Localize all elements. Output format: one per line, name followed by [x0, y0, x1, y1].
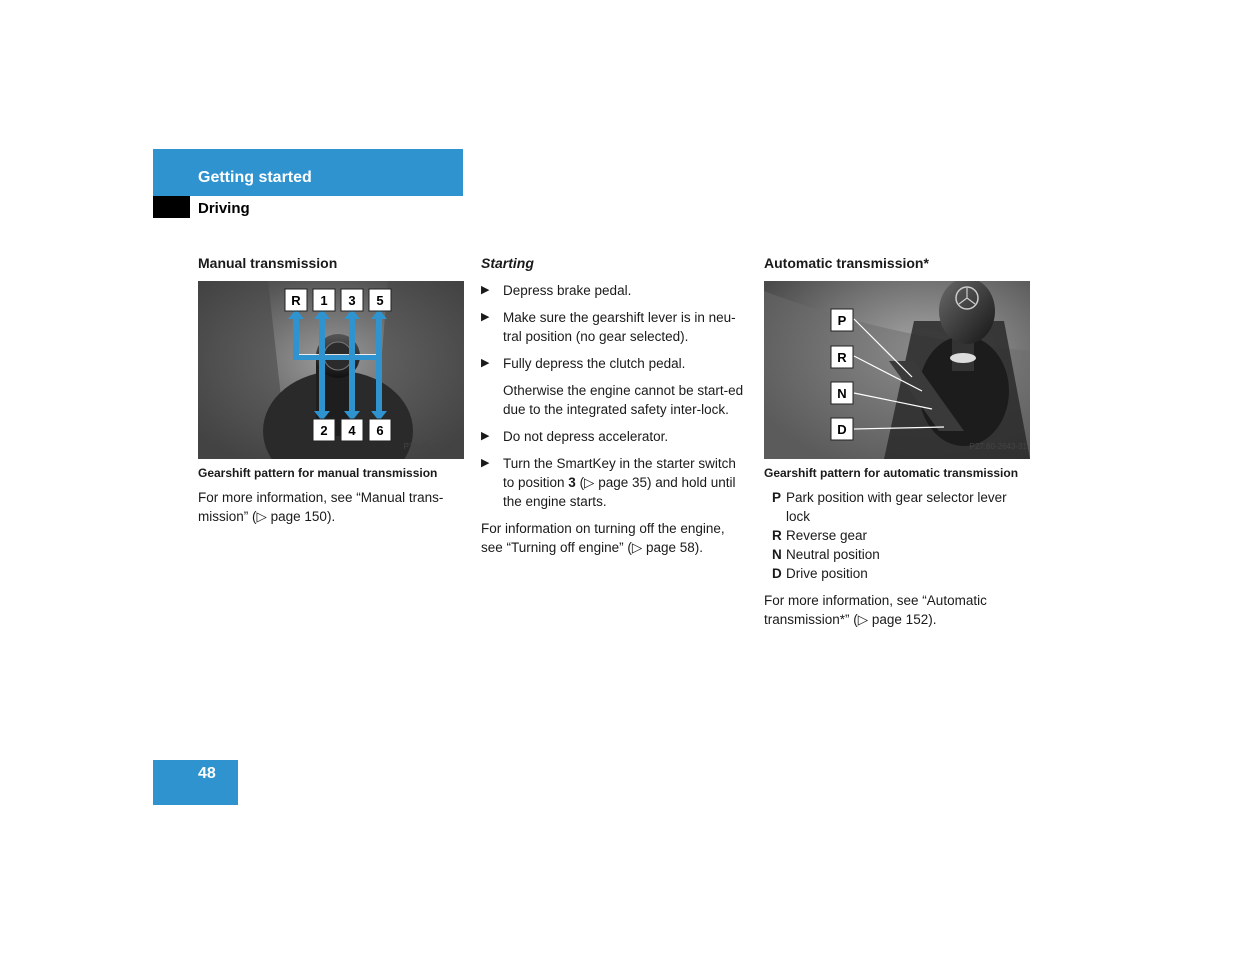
list-item: [481, 454, 747, 511]
manual-transmission-heading: Manual transmission: [198, 255, 338, 271]
gear-label-2: 2: [320, 423, 328, 438]
definition-key: D: [772, 566, 782, 581]
list-item-text: Turn the SmartKey in the starter switch to position: [503, 456, 736, 490]
automatic-gearshift-figure: [764, 281, 1030, 459]
definition-item: [764, 545, 1030, 564]
definition-item: [764, 526, 1030, 545]
gear-label-1: 1: [320, 293, 328, 308]
triangle-right-icon: ▶: [481, 457, 490, 469]
definition-key: P: [772, 490, 782, 505]
list-item-text: Make sure the gearshift lever is in neu-tral position (no gear selected).: [503, 310, 736, 344]
list-item-text: Fully depress the clutch pedal.: [503, 356, 686, 371]
gear-label-d: D: [837, 422, 847, 437]
gear-label-n: N: [837, 386, 847, 401]
definition-text: Park position with gear selector lever lock: [786, 490, 1007, 524]
manual-gearshift-figure: [198, 281, 464, 459]
list-item: [481, 427, 747, 446]
manual-more-info: For more information, see “Manual trans-mission” (▷ page 150).: [198, 490, 444, 524]
definition-text: Drive position: [786, 566, 868, 581]
automatic-figure-caption: Gearshift pattern for automatic transmission: [764, 466, 1019, 480]
gear-label-p: P: [837, 313, 847, 328]
list-item: [481, 281, 747, 300]
triangle-right-icon: ▶: [481, 311, 490, 323]
gear-label-4: 4: [348, 423, 356, 438]
list-item-text: Do not depress accelerator.: [503, 429, 669, 444]
automatic-more-info: For more information, see “Automatic transmission*” (▷ page 152).: [764, 593, 987, 627]
starting-heading: Starting: [481, 255, 534, 271]
manual-gearshift-illustration: [198, 281, 464, 459]
section-marker: [153, 196, 190, 218]
gear-definitions: [764, 488, 1030, 583]
safety-interlock-note: Otherwise the engine cannot be start-ed due to the integrated safety inter-lock.: [503, 383, 744, 417]
gear-label-6: 6: [376, 423, 384, 438]
position-number: 3: [568, 475, 576, 490]
figure-code: P26.60-2247-31: [403, 442, 461, 451]
manual-figure-caption: Gearshift pattern for manual transmission: [198, 466, 438, 480]
definition-text: Reverse gear: [786, 528, 868, 543]
column-starting: [481, 254, 747, 565]
triangle-right-icon: ▶: [481, 357, 490, 369]
definition-key: R: [772, 528, 782, 543]
gear-label-r: R: [837, 350, 847, 365]
gear-label-3: 3: [348, 293, 356, 308]
gear-label-5: 5: [376, 293, 384, 308]
column-automatic-transmission: [764, 254, 1030, 637]
list-item-text: Depress brake pedal.: [503, 283, 632, 298]
definition-item: [764, 564, 1030, 583]
definition-item: [764, 488, 1030, 526]
page-number-box: [153, 760, 238, 805]
page-number: 48: [198, 765, 216, 782]
section-title: Getting started: [198, 169, 312, 186]
triangle-right-icon: ▶: [481, 284, 490, 296]
triangle-right-icon: ▶: [481, 430, 490, 442]
definition-key: N: [772, 547, 782, 562]
list-item: [481, 354, 747, 373]
turning-off-info: For information on turning off the engine, see “Turning off engine” (▷ page 58).: [481, 521, 725, 555]
list-item: [481, 308, 747, 346]
list-item-text-cont: (▷ page 35) and hold until the engine starts.: [503, 475, 736, 509]
figure-code: P27.60-2643-31: [969, 442, 1027, 451]
automatic-transmission-heading: Automatic transmission*: [764, 255, 929, 271]
gear-label-r: R: [291, 293, 301, 308]
definition-text: Neutral position: [786, 547, 880, 562]
automatic-gearshift-illustration: [764, 281, 1030, 459]
column-manual-transmission: [198, 254, 464, 534]
subsection-title: Driving: [198, 200, 250, 217]
